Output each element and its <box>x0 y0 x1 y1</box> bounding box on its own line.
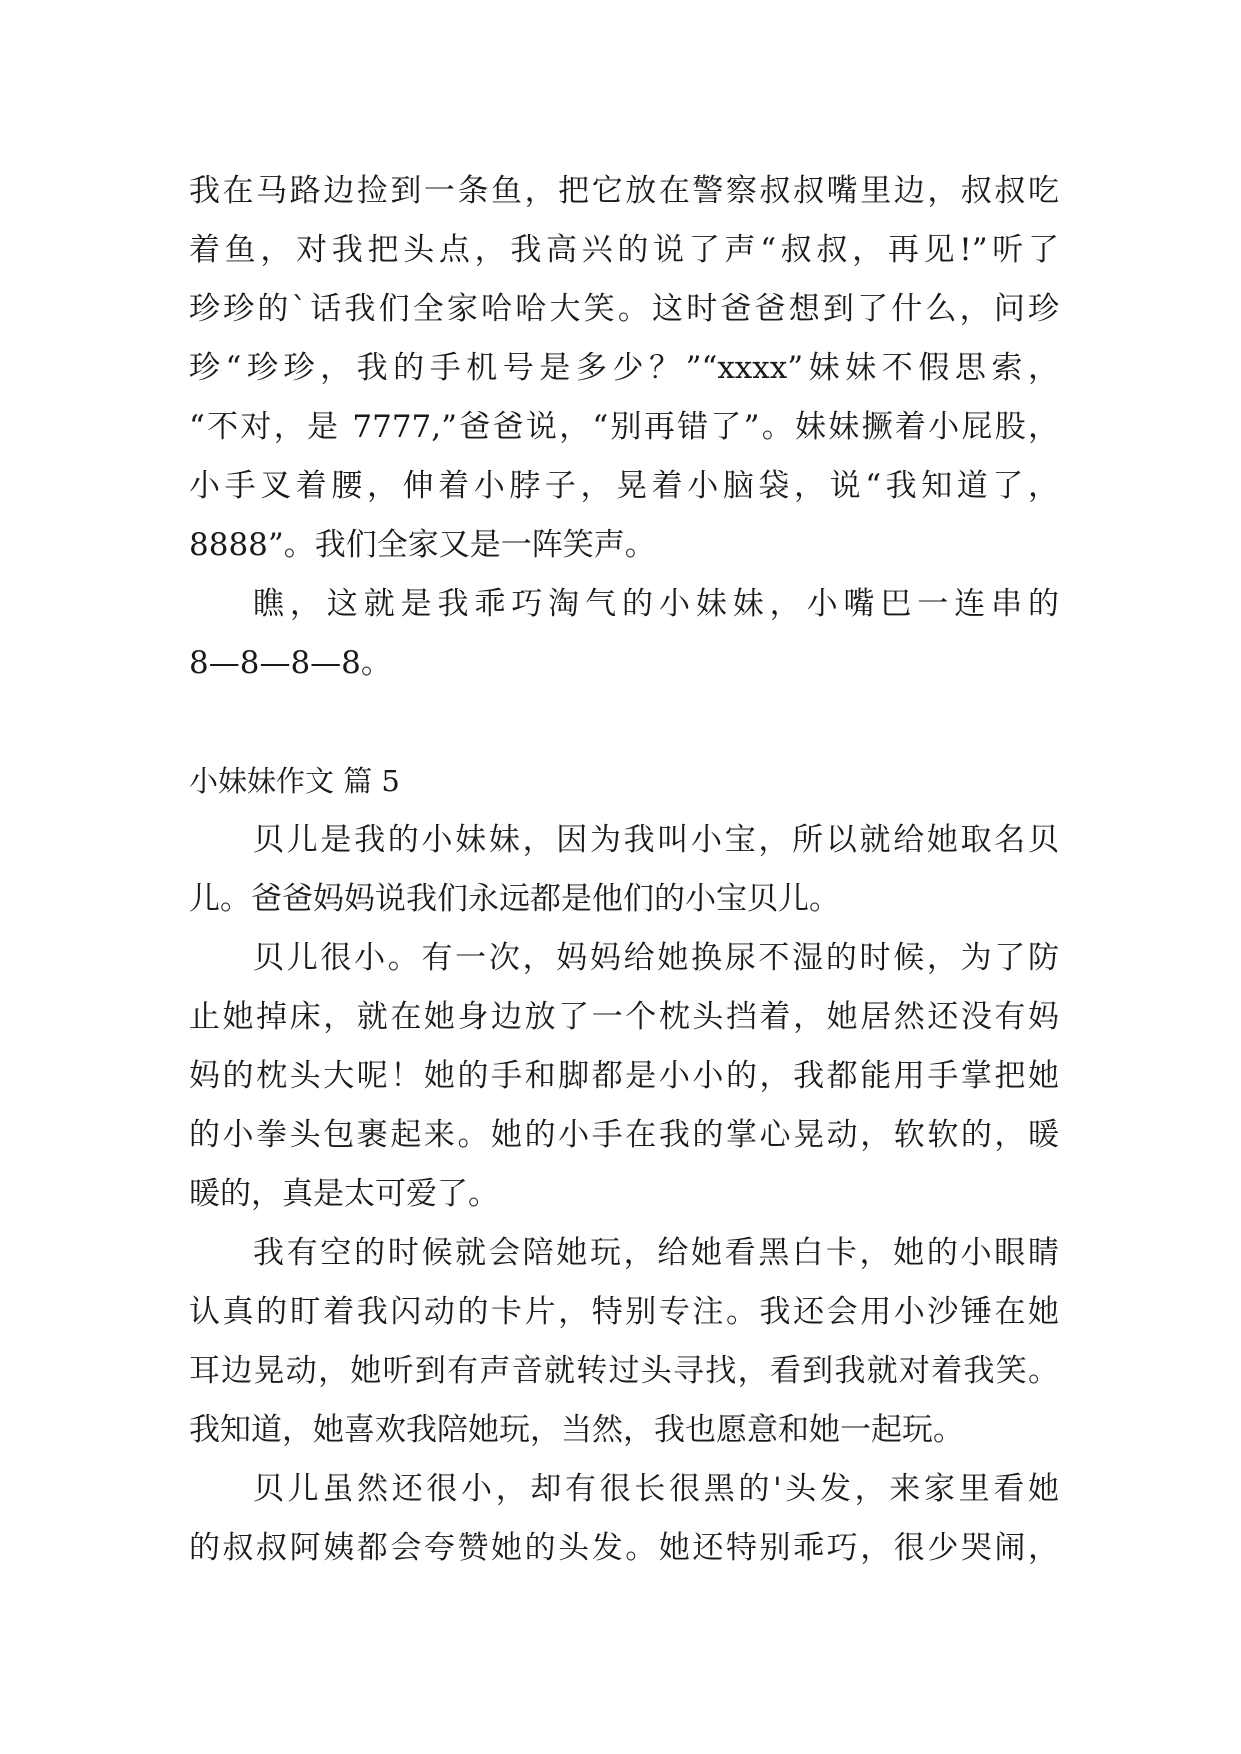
text-line: 儿。爸爸妈妈说我们永远都是他们的小宝贝儿。 <box>189 881 840 917</box>
essay5-paragraph-4 <box>189 1460 1059 1578</box>
essay5-paragraph-2 <box>189 929 1059 1224</box>
text-line: 我有空的时候就会陪她玩，给她看黑白卡，她的小眼睛 <box>253 1235 1059 1271</box>
text-line: 小手叉着腰，伸着小脖子，晃着小脑袋，说“我知道了， <box>189 468 1059 504</box>
text-line: 止她掉床，就在她身边放了一个枕头挡着，她居然还没有妈 <box>189 999 1059 1035</box>
text-line: 8888”。我们全家又是一阵笑声。 <box>189 527 656 563</box>
text-line: 贝儿是我的小妹妹，因为我叫小宝，所以就给她取名贝 <box>253 822 1059 858</box>
text-line: 我在马路边捡到一条鱼，把它放在警察叔叔嘴里边，叔叔吃 <box>189 173 1059 209</box>
text-line: 我知道，她喜欢我陪她玩，当然，我也愿意和她一起玩。 <box>189 1412 964 1448</box>
text-line: 的小拳头包裹起来。她的小手在我的掌心晃动，软软的，暖 <box>189 1117 1059 1153</box>
essay5-paragraph-1 <box>189 811 1059 929</box>
text-line: 认真的盯着我闪动的卡片，特别专注。我还会用小沙锤在她 <box>189 1294 1059 1330</box>
text-line: 的叔叔阿姨都会夸赞她的头发。她还特别乖巧，很少哭闹， <box>189 1530 1059 1566</box>
prev-essay-paragraph-1 <box>189 162 1059 575</box>
text-line: 妈的枕头大呢！她的手和脚都是小小的，我都能用手掌把她 <box>189 1058 1059 1094</box>
document-body <box>189 162 1059 1578</box>
text-line: 着鱼，对我把头点，我高兴的说了声“叔叔，再见!”听了 <box>189 232 1059 268</box>
text-line: 8—8—8—8。 <box>189 645 392 681</box>
essay-title: 小妹妹作文 篇 5 <box>189 764 400 798</box>
text-line: 耳边晃动，她听到有声音就转过头寻找，看到我就对着我笑。 <box>189 1353 1059 1389</box>
text-line: 珍“珍珍，我的手机号是多少？”“xxxx”妹妹不假思索， <box>189 350 1059 386</box>
prev-essay-paragraph-2 <box>189 575 1059 693</box>
text-line: 珍珍的`话我们全家哈哈大笑。这时爸爸想到了什么，问珍 <box>189 291 1059 327</box>
text-line: 贝儿很小。有一次，妈妈给她换尿不湿的时候，为了防 <box>253 940 1059 976</box>
essay5-paragraph-3 <box>189 1224 1059 1460</box>
text-line: 瞧，这就是我乖巧淘气的小妹妹，小嘴巴一连串的 <box>253 586 1059 622</box>
section-spacer <box>189 693 1059 752</box>
text-line: 暖的，真是太可爱了。 <box>189 1176 499 1212</box>
text-line: “不对，是 7777,”爸爸说，“别再错了”。妹妹撅着小屁股， <box>189 409 1059 445</box>
text-line: 贝儿虽然还很小，却有很长很黑的'头发，来家里看她 <box>253 1471 1059 1507</box>
